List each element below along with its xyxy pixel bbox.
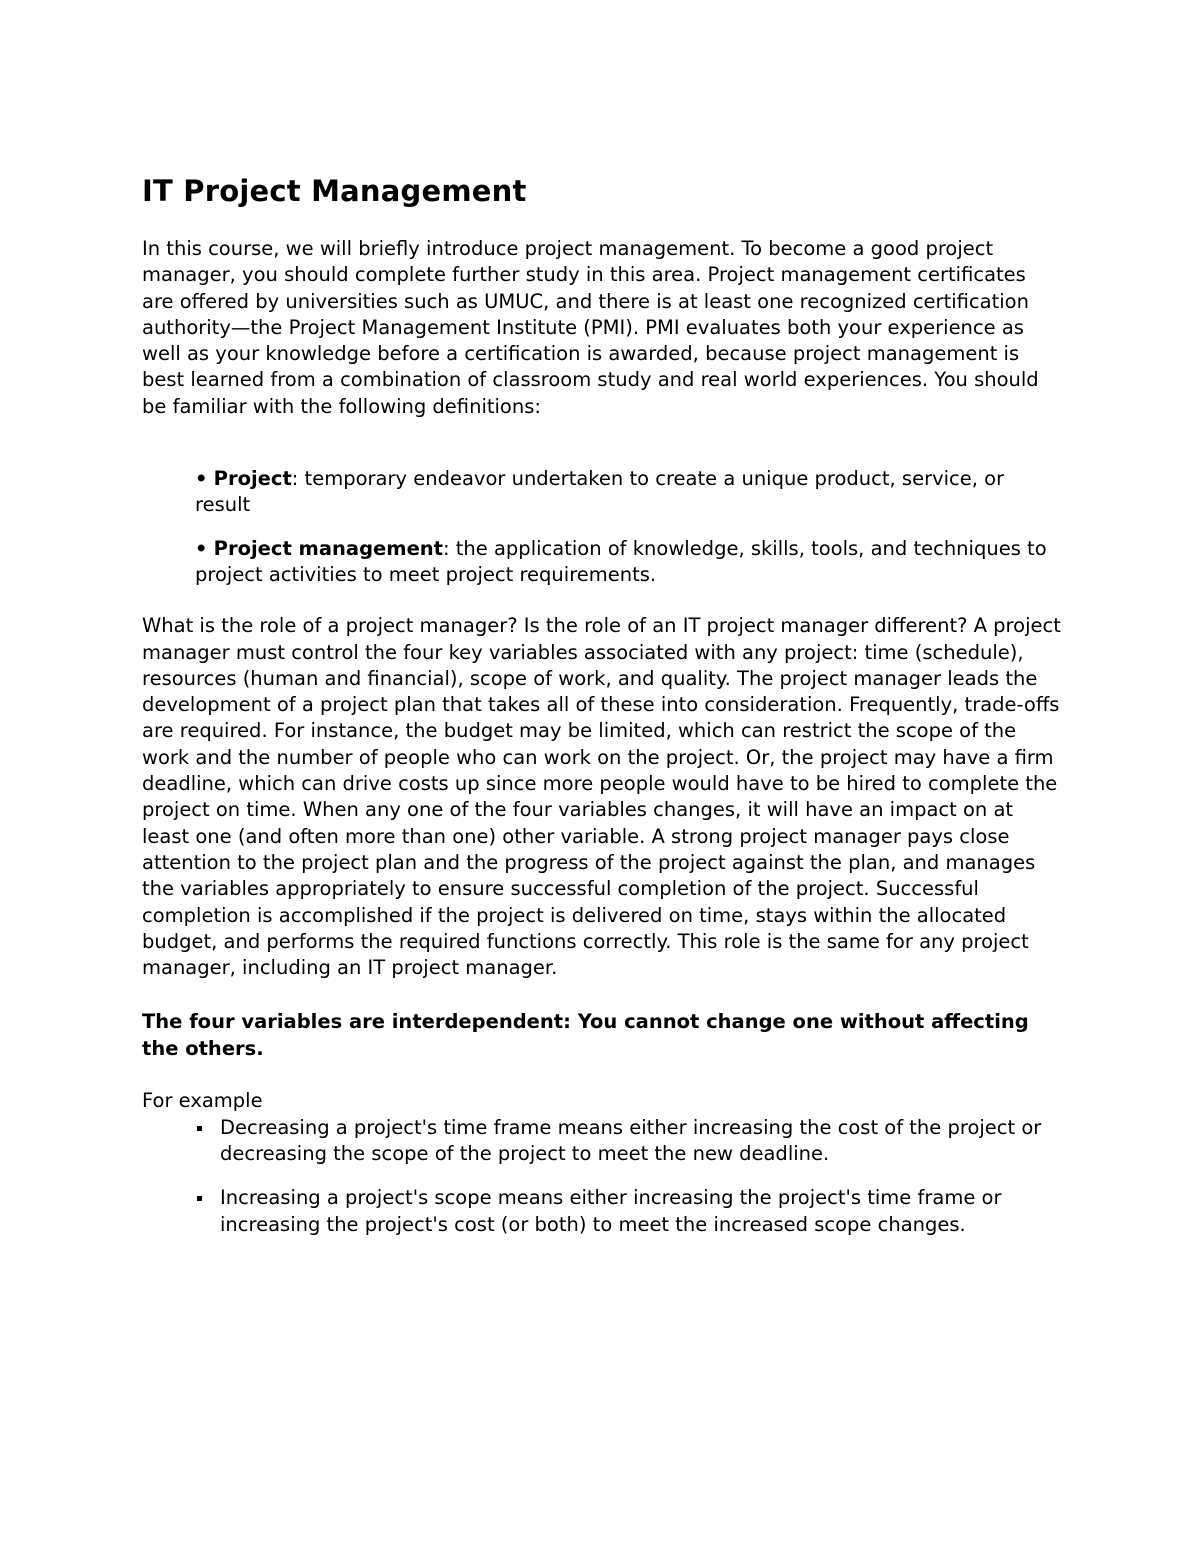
examples-list <box>142 1115 1062 1238</box>
page-title: IT Project Management <box>142 174 527 208</box>
definition-item-project-management <box>195 536 1062 589</box>
example-text: Decreasing a project's time frame means either increasing the cost of the project or decreasing the scope of the project to meet the new deadline. <box>220 1115 1042 1166</box>
intro-paragraph: In this course, we will briefly introduce project management. To become a good project manager, you should complete further study in this area. Project management certificates are offered by universities such as UMUC, and there is at least one recognized certification authority—the Project Management Institute (PMI). PMI evaluates both your experience as well as your knowledge before a certification is awarded, because project management is best learned from a combination of classroom study and real world experiences. You should be familiar with the following definitions: <box>142 237 1039 418</box>
section-subheading: The four variables are interdependent: You cannot change one without affecting the others. <box>142 1010 1029 1061</box>
definition-text: : temporary endeavor undertaken to create a unique product, service, or result <box>195 467 1005 517</box>
example-text: Increasing a project's scope means either increasing the project's time frame or increasing the project's cost (or both) to meet the increased scope changes. <box>220 1186 1002 1236</box>
square-bullet-icon <box>197 1126 202 1131</box>
example-item <box>220 1115 1062 1168</box>
definition-term: Project <box>213 467 292 491</box>
definition-item-project <box>195 466 1062 519</box>
example-item <box>220 1185 1062 1238</box>
bullet-icon: • <box>195 467 208 491</box>
definitions-list <box>142 466 1062 588</box>
definition-term: Project management <box>213 536 444 560</box>
square-bullet-icon <box>197 1196 202 1201</box>
definition-text: : the application of knowledge, skills, tools, and techniques to project activities to meet project requirements. <box>195 536 1047 586</box>
document-content <box>142 172 1062 1256</box>
example-intro: For example <box>142 1089 263 1113</box>
role-paragraph: What is the role of a project manager? Is the role of an IT project manager different? A project manager must control the four key variables associated with any project: time (schedule), resources (human and financial), scope of work, and quality. The project manager leads the development of a project plan that takes all of these into consideration. Frequently, trade-offs are required. For instance, the budget may be limited, which can restrict the scope of the work and the number of people who can work on the project. Or, the project may have a firm deadline, which can drive costs up since more people would have to be hired to complete the project on time. When any one of the four variables changes, it will have an impact on at least one (and often more than one) other variable. A strong project manager pays close attention to the project plan and the progress of the project against the plan, and manages the variables appropriately to ensure successful completion of the project. Successful completion is accomplished if the project is delivered on time, stays within the allocated budget, and performs the required functions correctly. This role is the same for any project manager, including an IT project manager. <box>142 614 1061 980</box>
bullet-icon: • <box>195 536 208 560</box>
